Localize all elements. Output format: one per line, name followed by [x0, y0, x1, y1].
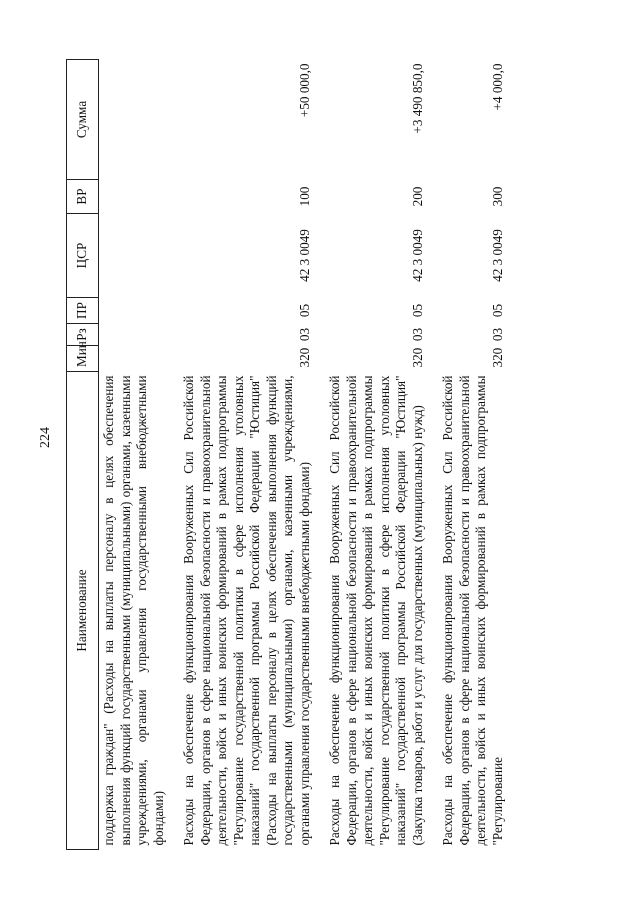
row-csr — [99, 214, 170, 298]
row-min: 320 — [489, 347, 505, 368]
table-row — [179, 60, 315, 850]
row-name: Расходы на обеспечение функционирования Вооруженных Сил Российской Федерации, органов в сфере национальной безопасности и правоохранительной деятельности, войск и иных воинских формирований в рамках подпрограммы "Регулирование — [440, 375, 505, 846]
row-vr: 300 — [489, 186, 505, 207]
row-name: Расходы на обеспечение функционирования Вооруженных Сил Российской Федерации, органов в сфере национальной безопасности и правоохранительной деятельности, войск и иных воинских формирований в рамках подпрограммы "Регулирование государственной политики в сфере исполнения уголовных наказаний" государственной программы Российской Федерации "Юстиция" (Расходы на выплаты персоналу в целях обеспечения выполнения функций государственными (муниципальными) органами, казенными учреждениями, органами управления государственными внебюджетными фондами) — [181, 375, 312, 846]
header-pr: ПР — [67, 298, 99, 324]
row-vr: 200 — [409, 186, 425, 207]
row-csr: 42 3 0049 — [296, 229, 312, 282]
row-min: 320 — [409, 347, 425, 368]
table-row — [438, 60, 508, 850]
header-csr: ЦСР — [67, 214, 99, 298]
page-number: 224 — [38, 427, 53, 448]
table-row — [325, 60, 428, 850]
row-vr — [99, 180, 170, 214]
table-row — [99, 60, 170, 850]
header-vr: ВР — [67, 180, 99, 214]
row-rz: 03 — [489, 327, 505, 342]
budget-table-rotated — [66, 60, 606, 850]
header-sum: Сумма — [67, 60, 99, 180]
row-pr: 05 — [296, 303, 312, 318]
row-rz: 03 — [409, 327, 425, 342]
row-rz — [99, 324, 170, 346]
row-sum — [99, 60, 170, 180]
row-sum: +3 490 850,0 — [409, 63, 425, 134]
row-min — [99, 346, 170, 372]
row-rz: 03 — [296, 327, 312, 342]
header-name: Наименование — [67, 372, 99, 850]
row-csr: 42 3 0049 — [409, 229, 425, 282]
row-sum: +50 000,0 — [296, 63, 312, 118]
row-sum: +4 000,0 — [489, 63, 505, 111]
row-min: 320 — [296, 347, 312, 368]
header-min: Мин — [67, 346, 99, 372]
row-pr: 05 — [409, 303, 425, 318]
header-rz: Рз — [67, 324, 99, 346]
header-row — [67, 60, 99, 850]
row-vr: 100 — [296, 186, 312, 207]
row-csr: 42 3 0049 — [489, 229, 505, 282]
budget-table — [66, 59, 508, 850]
row-pr — [99, 298, 170, 324]
row-name: Расходы на обеспечение функционирования Вооруженных Сил Российской Федерации, органов в сфере национальной безопасности и правоохранительной деятельности, войск и иных воинских формирований в рамках подпрограммы "Регулирование государственной политики в сфере исполнения уголовных наказаний" государственной программы Российской Федерации "Юстиция" (Закупка товаров, работ и услуг для государственных (муниципальных) нужд) — [327, 375, 425, 846]
row-name: поддержка граждан" (Расходы на выплаты персоналу в целях обеспечения выполнения функций государственными (муниципальными) органами, казенными учреждениями, органами управления государственными внебюджетными фондами) — [101, 375, 166, 846]
row-pr: 05 — [489, 303, 505, 318]
